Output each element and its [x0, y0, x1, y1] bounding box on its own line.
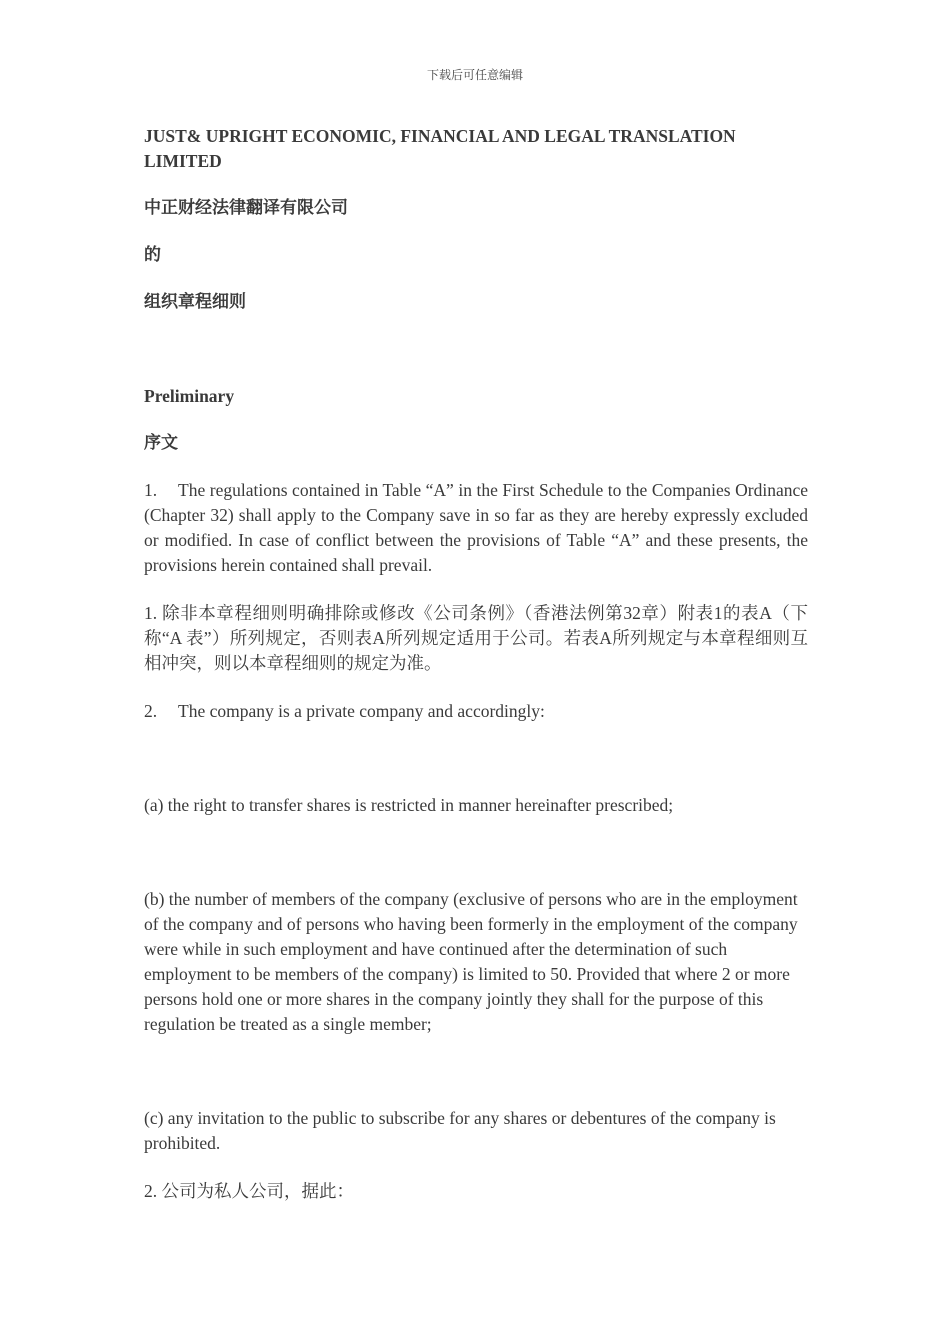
section-heading-english: Preliminary [144, 386, 235, 406]
clause-2-chinese: 2. 公司为私人公司，据此： [144, 1181, 354, 1201]
clause-2c: (c) any invitation to the public to subscribe for any shares or debentures of the company is prohibited. [144, 1108, 776, 1153]
clause-2a: (a) the right to transfer shares is restricted in manner hereinafter prescribed; [144, 795, 674, 815]
document-body [144, 124, 808, 1204]
company-name-english: JUST& UPRIGHT ECONOMIC, FINANCIAL AND LEGAL TRANSLATION LIMITED [144, 126, 736, 171]
company-name-chinese: 中正财经法律翻译有限公司 [144, 198, 348, 218]
page-header-note: 下载后可任意编辑 [426, 68, 523, 82]
document-title-chinese: 组织章程细则 [144, 292, 246, 312]
clause-1-chinese: 1. 除非本章程细则明确排除或修改《公司条例》（香港法例第32章）附表1的表A（下称“A 表”）所列规定，否则表A所列规定适用于公司。若表A所列规定与本章程细则互相冲突，则以本章程细则的规定为准。 [144, 603, 808, 673]
clause-1-text: The regulations contained in Table “A” in the First Schedule to the Companies Ordinance (Chapter 32) shall apply to the Company save in so far as they are hereby expressly excluded or modified. In case of conflict between the provisions of Table “A” and these presents, the provisions herein contained shall prevail. [144, 480, 808, 575]
clause-2-english [144, 699, 808, 724]
clause-2-text: The company is a private company and accordingly: [178, 701, 545, 721]
clause-2b: (b) the number of members of the company (exclusive of persons who are in the employment of the company and of persons who having been formerly in the employment of the company were while in such employment and have continued after the determination of such employment to be members of the company) is limited to 50. Provided that where 2 or more persons hold one or more shares in the company jointly they shall for the purpose of this regulation be treated as a single member; [144, 889, 798, 1034]
section-heading-chinese: 序文 [144, 433, 178, 453]
clause-2-number: 2. [144, 701, 158, 721]
clause-1-english [144, 478, 808, 578]
of-chinese: 的 [144, 245, 161, 265]
clause-1-number: 1. [144, 480, 158, 500]
